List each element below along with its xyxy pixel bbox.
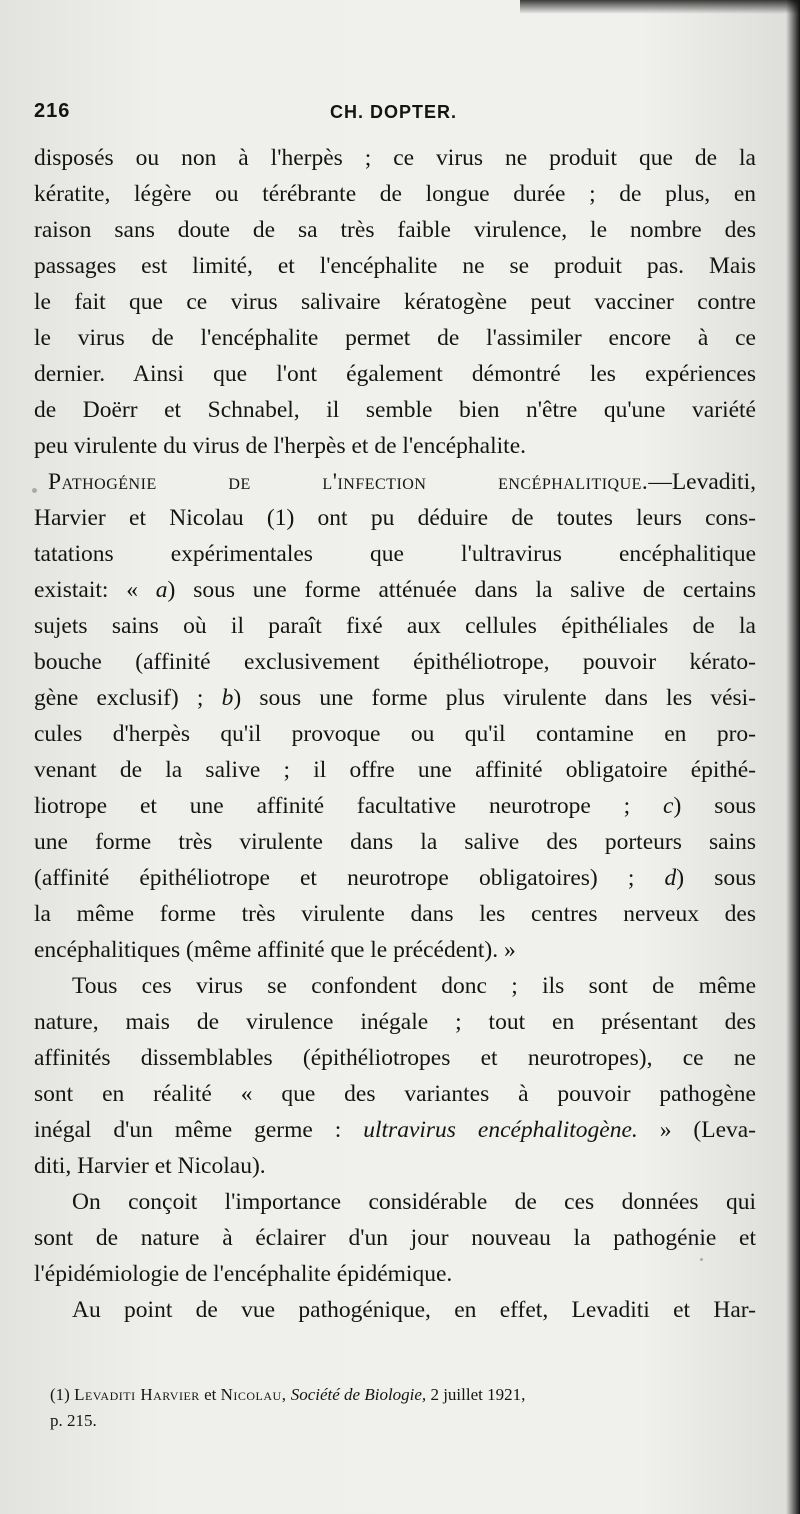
text-line: tatations expérimentales que l'ultravirus encéphalitique xyxy=(34,541,756,567)
text-line: la même forme très virulente dans les centres nerveux des xyxy=(34,901,756,927)
text-line: dernier. Ainsi que l'ont également démontré les expériences xyxy=(34,361,756,387)
text-line: venant de la salive ; il offre une affinité obligatoire épithé- xyxy=(34,757,756,783)
footnote-authors: Levaditi Harvier xyxy=(74,1385,200,1404)
section-heading: Pathogénie de l'infection encéphalitique. xyxy=(48,469,649,495)
scan-shadow-right xyxy=(786,0,800,1514)
text-line: sujets sains où il paraît fixé aux cellules épithéliales de la xyxy=(34,613,756,639)
text-line: cules d'herpès qu'il provoque ou qu'il contamine en pro- xyxy=(34,721,756,747)
page-number: 216 xyxy=(34,100,71,122)
footnote xyxy=(50,1382,780,1434)
section-heading-line xyxy=(34,464,756,500)
text-line: affinités dissemblables (épithéliotropes et neurotropes), ce ne xyxy=(34,1045,756,1071)
scan-shadow-top xyxy=(520,0,800,14)
text-line: sont en réalité « que des variantes à pouvoir pathogène xyxy=(34,1081,756,1107)
ink-speck xyxy=(700,1258,703,1261)
text-line: liotrope et une affinité facultative neurotrope ; c) sous xyxy=(34,793,756,819)
text-line: gène exclusif) ; b) sous une forme plus virulente dans les vési- xyxy=(34,685,756,711)
italic-line xyxy=(34,1112,756,1148)
text-line: Harvier et Nicolau (1) ont pu déduire de toutes leurs cons- xyxy=(34,505,756,531)
text-line: sont de nature à éclairer d'un jour nouveau la pathogénie et xyxy=(34,1225,756,1251)
running-title: CH. DOPTER. xyxy=(330,102,458,122)
paragraph-start: On conçoit l'importance considérable de ces données qui xyxy=(72,1189,756,1215)
footnote-conj: et xyxy=(199,1385,221,1404)
text-line: bouche (affinité exclusivement épithéliotrope, pouvoir kérato- xyxy=(34,649,756,675)
text-line: nature, mais de virulence inégale ; tout en présentant des xyxy=(34,1009,756,1035)
text-line: existait: « a) sous une forme atténuée dans la salive de certains xyxy=(34,577,756,603)
paragraph-start: Au point de vue pathogénique, en effet, Levaditi et Har- xyxy=(72,1297,756,1323)
italic-line-after: » (Leva- xyxy=(637,1117,756,1143)
footnote-marker: (1) xyxy=(50,1385,70,1404)
ink-speck xyxy=(32,488,37,493)
footnote-line xyxy=(50,1382,780,1408)
footnote-page: p. 215. xyxy=(50,1411,97,1430)
page-header xyxy=(34,100,754,132)
text-line: raison sans doute de sa très faible virulence, le nombre des xyxy=(34,217,756,243)
text-line: peu virulente du virus de l'herpès et de l'encéphalite. xyxy=(34,433,526,459)
text-line: (affinité épithéliotrope et neurotrope obligatoires) ; d) sous xyxy=(34,865,756,891)
text-line: encéphalitiques (même affinité que le précédent). » xyxy=(34,937,516,963)
text-line: de Doërr et Schnabel, il semble bien n'être qu'une variété xyxy=(34,397,756,423)
footnote-author-last: Nicolau, xyxy=(220,1385,287,1404)
footnote-date: 2 juillet 1921, xyxy=(426,1385,526,1404)
text-line: l'épidémiologie de l'encéphalite épidémique. xyxy=(34,1261,453,1287)
text-line: le virus de l'encéphalite permet de l'assimiler encore à ce xyxy=(34,325,756,351)
body-text xyxy=(34,140,756,1328)
footnote-journal: Société de Biologie, xyxy=(290,1385,427,1404)
italic-term: ultravirus encéphalitogène. xyxy=(363,1117,638,1143)
text-line: kératite, légère ou térébrante de longue durée ; de plus, en xyxy=(34,181,756,207)
text-line: diti, Harvier et Nicolau). xyxy=(34,1153,266,1179)
text-line: passages est limité, et l'encéphalite ne se produit pas. Mais xyxy=(34,253,756,279)
text-line: une forme très virulente dans la salive des porteurs sains xyxy=(34,829,756,855)
ink-speck xyxy=(36,800,40,804)
italic-line-before: inégal d'un même germe : xyxy=(34,1117,364,1143)
section-heading-tail: —Levaditi, xyxy=(648,469,756,495)
text-line: disposés ou non à l'herpès ; ce virus ne produit que de la xyxy=(34,145,756,171)
paragraph-start: Tous ces virus se confondent donc ; ils sont de même xyxy=(72,973,756,999)
text-line: le fait que ce virus salivaire kératogène peut vacciner contre xyxy=(34,289,756,315)
